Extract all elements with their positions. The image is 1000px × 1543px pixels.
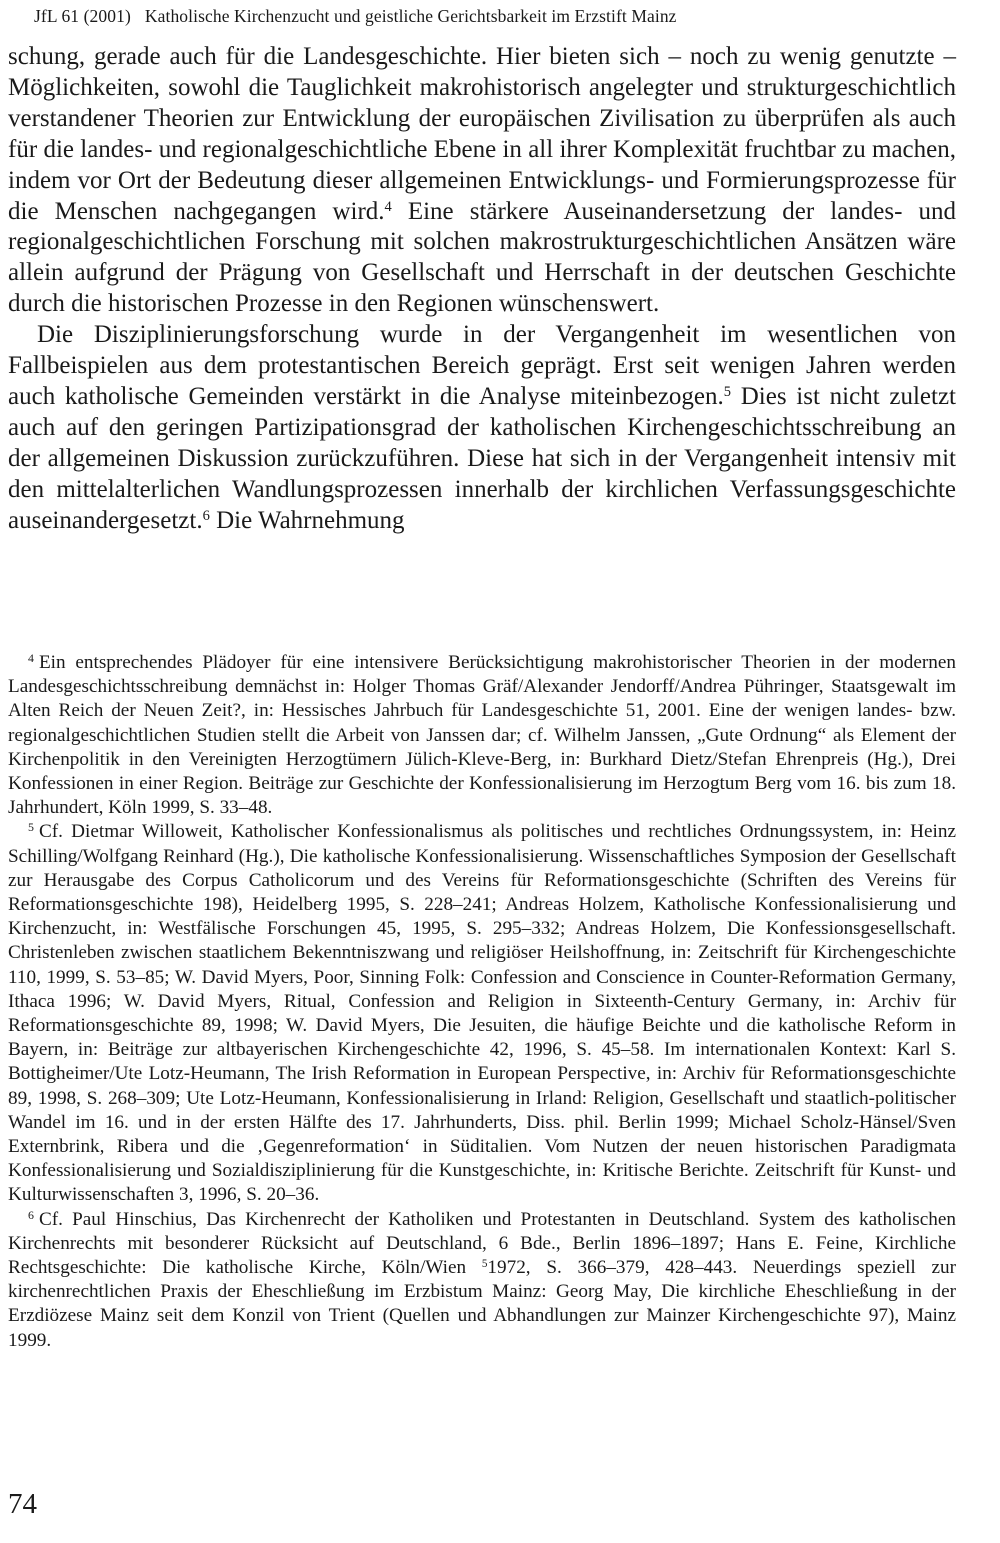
journal-citation: JfL 61 (2001) bbox=[34, 6, 131, 26]
footnote-5 bbox=[8, 820, 956, 1207]
paragraph-2 bbox=[8, 320, 956, 536]
footnote-number: 4 bbox=[28, 651, 34, 666]
footnote-4 bbox=[8, 651, 956, 820]
footnote-number: 6 bbox=[28, 1207, 34, 1222]
footnote-ref-6[interactable]: 6 bbox=[202, 507, 210, 524]
footnote-6 bbox=[8, 1208, 956, 1353]
paragraph-1 bbox=[8, 42, 956, 320]
edition-superscript: 5 bbox=[481, 1257, 488, 1270]
footnote-text-a: Cf. Paul Hinschius, Das Kirchenrecht der Katholiken und Protestanten in Deutschland. System des katholischen Kirchenrechts mit besonderer Rücksicht auf Deutschland, 6 Bde., Berlin 1896–1897; Hans E. Feine, Kirchliche Rechtsgeschichte: Die katholische Kirche, Köln/Wien bbox=[8, 1208, 956, 1279]
page-number: 74 bbox=[8, 1488, 37, 1520]
footnote-text-b: 1972, S. 366–379, 428–443. Neuerdings speziell zur kirchenrechtlichen Praxis der Eheschließung im Erzbistum Mainz: Georg May, Die kirchliche Eheschließung in der Erzdiözese Mainz seit dem Konzil von Trient (Quellen und Abhandlungen zur Mainzer Kirchengeschichte 97), Mainz 1999. bbox=[8, 1257, 956, 1351]
main-text bbox=[8, 42, 956, 537]
paragraph-1-text-b: Eine stärkere Auseinandersetzung der landes- und regionalgeschichtlichen Forschung mit solchen makrostrukturgeschichtlichen Ansätzen wäre allein aufgrund der Prägung von Gesellschaft und Herrschaft in der deutschen Geschichte durch die historischen Prozesse in den Regionen wünschenswert. bbox=[8, 197, 956, 318]
footnote-number: 5 bbox=[28, 820, 34, 835]
footnote-text: Cf. Dietmar Willoweit, Katholischer Konfessionalismus als politisches und rechtliches Ordnungssystem, in: Heinz Schilling/Wolfgang Reinhard (Hg.), Die katholische Konfessionalisierung. Wissenschaftliches Symposion der Gesellschaft zur Herausgabe des Corpus Catholicorum und des Vereins für Reformationsgeschichte (Schriften des Vereins für Reformationsgeschichte 198), Heidelberg 1995, S. 228–241; Andreas Holzem, Katholische Konfessionalisierung und Kirchenzucht, in: Westfälische Forschungen 45, 1995, S. 295–332; Andreas Holzem, Die Konfessionsgesellschaft. Christenleben zwischen staatlichem Bekenntniszwang und religiöser Heilshoffnung, in: Zeitschrift für Kirchengeschichte 110, 1999, S. 53–85; W. David Myers, Poor, Sinning Folk: Confession and Conscience in Counter-Reformation Germany, Ithaca 1996; W. David Myers, Ritual, Confession and Religion in Sixteenth-Century Germany, in: Archiv für Reformationsgeschichte 89, 1998; W. David Myers, Die Jesuiten, die häufige Beichte und die katholische Reform in Bayern, in: Beiträge zur altbayerischen Kirchengeschichte 42, 1996, S. 45–58. Im internationalen Kontext: Karl S. Bottigheimer/Ute Lotz-Heumann, The Irish Reformation in European Perspective, in: Archiv für Reformationsgeschichte 89, 1998, S. 268–309; Ute Lotz-Heumann, Konfessionalisierung in Irland: Religion, Gesellschaft und staatlich-politischer Wandel im 16. und in der ersten Hälfte des 17. Jahrhunderts, Diss. phil. Berlin 1999; Michael Scholz-Hänsel/Sven Externbrink, Ribera und die ‚Gegenreformation‘ in Süditalien. Vom Nutzen der neuen historischen Paradigmata Konfessionalisierung und Sozialdisziplinierung für die Kunstgeschichte, in: Kritische Berichte. Zeitschrift für Kunst- und Kulturwissenschaften 3, 1996, S. 20–36. bbox=[8, 821, 956, 1206]
article-title: Katholische Kirchenzucht und geistliche Gerichtsbarkeit im Erzstift Mainz bbox=[144, 6, 677, 26]
paragraph-1-text-a: schung, gerade auch für die Landesgeschichte. Hier bieten sich – noch zu wenig genutzte – Möglichkeiten, sowohl die Tauglichkeit makrohistorisch angelegter und strukturgeschichtlich verstandener Theorien zur Entwicklung der europäischen Zivilisation zu überprüfen als auch für die landes- und regionalgeschichtliche Ebene in all ihrer Komplexität fruchtbar zu machen, indem vor Ort der Bedeutung dieser allgemeinen Entwicklungs- und Formierungsprozesse für die Menschen nachgegangen wird. bbox=[8, 43, 956, 225]
footnote-ref-4[interactable]: 4 bbox=[384, 198, 392, 215]
footnote-ref-5[interactable]: 5 bbox=[723, 384, 732, 400]
paragraph-2-text-a: Die Disziplinierungsforschung wurde in der Vergangenheit im wesentlichen von Fallbeispielen aus dem protestantischen Bereich geprägt. Erst seit wenigen Jahren werden auch katholische Gemeinden verstärkt in die Analyse miteinbezogen. bbox=[8, 321, 956, 410]
paragraph-2-text-c: Die Wahrnehmung bbox=[209, 506, 405, 534]
paragraph-2-text-b: Dies ist nicht zuletzt auch auf den geringen Partizipationsgrad der katholischen Kirchengeschichtsschreibung an der allgemeinen Diskussion zurückzuführen. Diese hat sich in der Vergangenheit intensiv mit den mittelalterlichen Wandlungsprozessen innerhalb der kirchlichen Verfassungsgeschichte auseinandergesetzt. bbox=[8, 382, 956, 534]
footnote-text: Ein entsprechendes Plädoyer für eine intensivere Berücksichtigung makrohistorischer Theorien in der modernen Landesgeschichtsschreibung demnächst in: Holger Thomas Gräf/Alexander Jendorff/Andrea Pühringer, Staatsgewalt im Alten Reich der Neuen Zeit?, in: Hessisches Jahrbuch für Landesgeschichte 51, 2001. Eine der wenigen landes- bzw. regionalgeschichtlichen Studien stellt die Arbeit von Janssen dar; cf. Wilhelm Janssen, „Gute Ordnung“ als Element der Kirchenpolitik in den Vereinigten Herzogtümern Jülich-Kleve-Berg, in: Burkhard Dietz/Stefan Ehrenpreis (Hg.), Drei Konfessionen in einer Region. Beiträge zur Geschichte der Konfessionalisierung im Herzogtum Berg vom 16. bis zum 18. Jahrhundert, Köln 1999, S. 33–48. bbox=[8, 652, 956, 819]
footnotes bbox=[8, 651, 956, 1353]
running-header bbox=[34, 6, 974, 27]
